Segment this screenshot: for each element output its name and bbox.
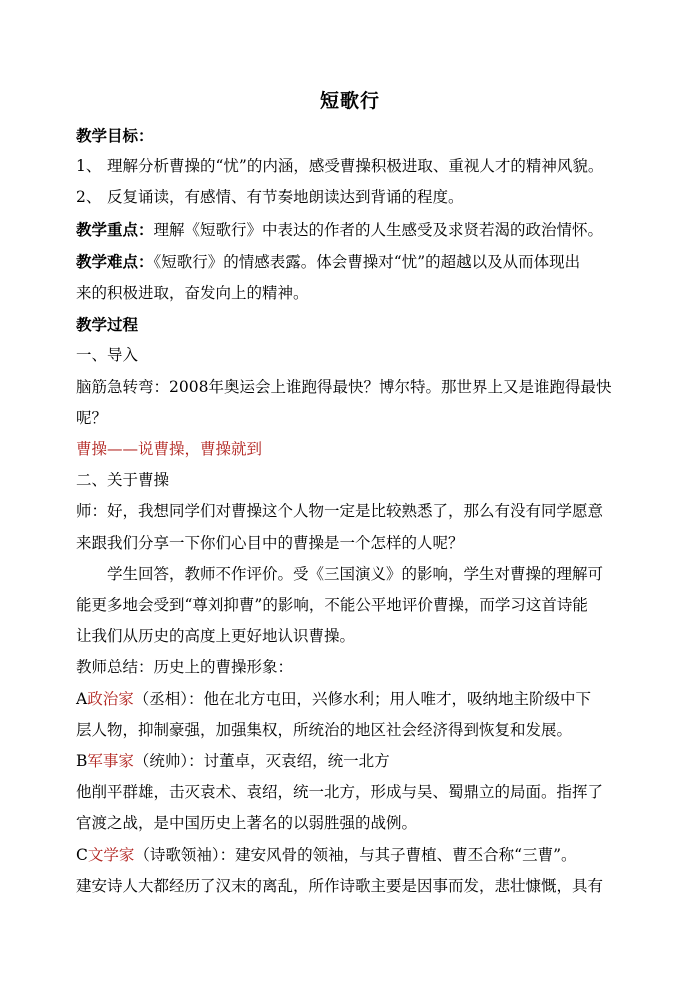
role-letter: B [76, 752, 88, 771]
role-politician [76, 684, 624, 715]
role-name: 文学家 [87, 845, 135, 864]
teacher-prompt: 师：好，我想同学们对曹操这个人物一定是比较熟悉了，那么有没有同学愿意 [76, 502, 604, 521]
document-page [76, 82, 624, 902]
role-description: （诗歌领袖）：建安风骨的领袖，与其子曹植、曹丕合称“三曹”。 [134, 845, 577, 864]
goals-heading: 教学目标： [76, 126, 154, 145]
goal-number: 2、 [76, 188, 102, 207]
student-response-continued: 能更多地会受到“尊刘抑曹”的影响，不能公平地评价曹操，而学习这首诗能 [76, 596, 588, 615]
riddle-text: 脑筋急转弯：2008年奥运会上谁跑得最快？博尔特。那世界上又是谁跑得最快 [76, 377, 612, 396]
page-title: 短歌行 [319, 90, 380, 112]
process-heading: 教学过程 [76, 315, 139, 335]
difficulty [76, 246, 624, 278]
section-heading-about: 二、关于曹操 [76, 471, 170, 490]
student-response: 学生回答，教师不作评价。受《三国演义》的影响，学生对曹操的理解可 [107, 564, 604, 583]
role-description: （统帅）：讨董卓，灭袁绍，统一北方 [133, 752, 390, 771]
role-letter: A [76, 689, 88, 708]
role-military-detail: 他削平群雄，击灭袁术、袁绍，统一北方，形成与吴、蜀鼎立的局面。指挥了 [76, 783, 604, 802]
role-name: 军事家 [87, 752, 134, 771]
difficulty-continued: 来的积极进取，奋发向上的精神。 [76, 284, 309, 303]
role-description: （丞相）：他在北方屯田，兴修水利；用人唯才，吸纳地主阶级中下 [133, 689, 591, 708]
goal-item [76, 182, 624, 213]
riddle-answer: 曹操——说曹操，曹操就到 [76, 440, 263, 459]
key-point-text: 理解《短歌行》中表达的作者的人生感受及求贤若渴的政治情怀。 [153, 220, 604, 239]
difficulty-label: 教学难点： [76, 251, 154, 271]
goal-number: 1、 [76, 157, 102, 176]
section-heading-intro: 一、导入 [76, 346, 139, 365]
role-letter: C [76, 845, 88, 864]
role-politician-continued: 层人物，抑制豪强，加强集权，所统治的地区社会经济得到恢复和发展。 [76, 720, 573, 739]
role-name: 政治家 [87, 689, 134, 708]
riddle-text-continued: 呢？ [76, 408, 108, 427]
goal-text: 反复诵读，有感情、有节奏地朗读达到背诵的程度。 [107, 188, 464, 207]
goal-text: 理解分析曹操的“忧”的内涵，感受曹操积极进取、重视人才的精神风貌。 [107, 157, 604, 176]
role-writer-detail: 建安诗人大都经历了汉末的离乱，所作诗歌主要是因事而发，悲壮慷慨，具有 [76, 876, 604, 895]
teacher-summary: 教师总结：历史上的曹操形象： [76, 658, 294, 677]
role-military-detail-continued: 官渡之战，是中国历史上著名的以弱胜强的战例。 [76, 814, 418, 833]
goal-item [76, 151, 624, 182]
key-point-label: 教学重点： [76, 219, 154, 239]
role-military [76, 746, 624, 777]
key-point [76, 214, 624, 246]
student-response-continued: 让我们从历史的高度上更好地认识曹操。 [76, 627, 356, 646]
role-writer [76, 840, 624, 871]
teacher-prompt-continued: 来跟我们分享一下你们心目中的曹操是一个怎样的人呢？ [76, 533, 464, 552]
difficulty-text: 《短歌行》的情感表露。体会曹操对“忧”的超越以及从而体现出 [153, 252, 581, 271]
